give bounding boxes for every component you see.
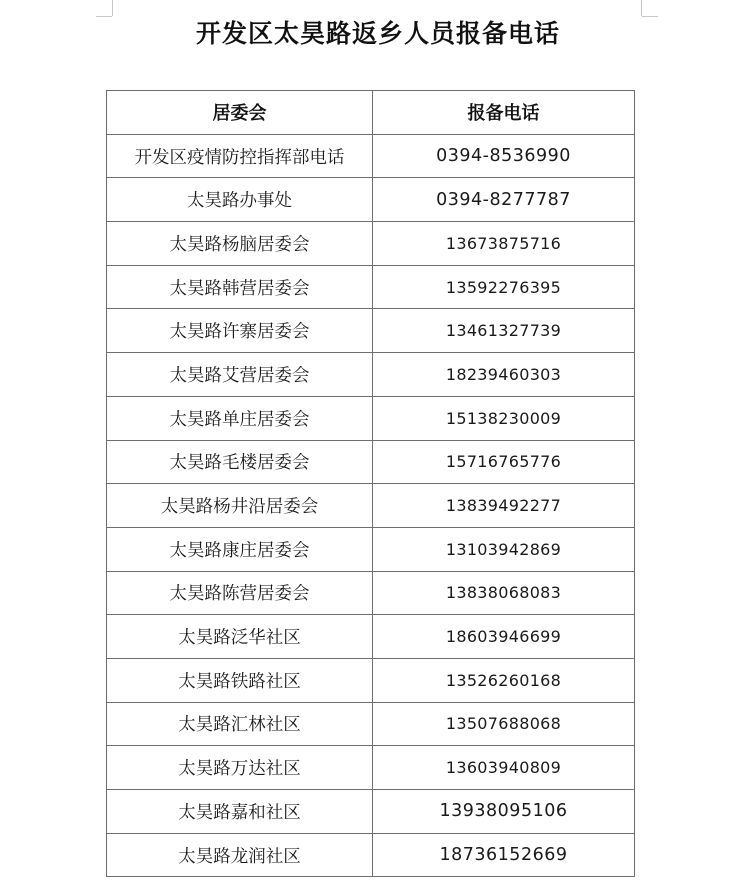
table-row [107,265,635,309]
phone-number-cell: 13526260168 [373,658,635,702]
phone-number-cell: 13938095106 [373,790,635,834]
table-row [107,484,635,528]
unit-name-cell: 太昊路毛楼居委会 [107,440,373,484]
phone-number-cell: 15138230009 [373,396,635,440]
table-row [107,309,635,353]
table-row [107,833,635,877]
phone-number-cell: 18736152669 [373,833,635,877]
phone-number-cell: 13603940809 [373,746,635,790]
table-row [107,178,635,222]
document-title: 开发区太昊路返乡人员报备电话 [195,19,560,48]
phone-number-cell: 13592276395 [373,265,635,309]
table-row [107,658,635,702]
phone-number-cell: 0394-8277787 [373,178,635,222]
unit-name-cell: 太昊路韩营居委会 [107,265,373,309]
unit-name-cell: 太昊路康庄居委会 [107,527,373,571]
unit-name-cell: 太昊路万达社区 [107,746,373,790]
unit-name-cell: 太昊路办事处 [107,178,373,222]
unit-name-cell: 太昊路艾营居委会 [107,353,373,397]
phone-number-cell: 13103942869 [373,527,635,571]
phone-number-cell: 13507688068 [373,702,635,746]
unit-name-cell: 太昊路单庄居委会 [107,396,373,440]
unit-name-cell: 太昊路杨井沿居委会 [107,484,373,528]
unit-name-cell: 开发区疫情防控指挥部电话 [107,134,373,178]
table-row [107,702,635,746]
table-row [107,571,635,615]
unit-name-cell: 太昊路嘉和社区 [107,790,373,834]
table-row [107,440,635,484]
table-row [107,790,635,834]
phone-number-cell: 0394-8536990 [373,134,635,178]
unit-name-cell: 太昊路陈营居委会 [107,571,373,615]
table-row [107,353,635,397]
unit-name-cell: 太昊路龙润社区 [107,833,373,877]
header-report-phone: 报备电话 [373,91,635,135]
header-residents-committee: 居委会 [107,91,373,135]
table-row [107,527,635,571]
phone-number-cell: 13839492277 [373,484,635,528]
table-row [107,615,635,659]
table-body [107,134,635,877]
phone-number-cell: 18603946699 [373,615,635,659]
phone-number-cell: 18239460303 [373,353,635,397]
unit-name-cell: 太昊路铁路社区 [107,658,373,702]
table-header-row [107,91,635,135]
phone-number-cell: 13838068083 [373,571,635,615]
unit-name-cell: 太昊路许寨居委会 [107,309,373,353]
unit-name-cell: 太昊路泛华社区 [107,615,373,659]
phone-number-cell: 13461327739 [373,309,635,353]
contact-table [106,90,635,877]
unit-name-cell: 太昊路汇林社区 [107,702,373,746]
table-row [107,222,635,266]
phone-number-cell: 13673875716 [373,222,635,266]
table-row [107,746,635,790]
table-row [107,134,635,178]
table-row [107,396,635,440]
phone-number-cell: 15716765776 [373,440,635,484]
unit-name-cell: 太昊路杨脑居委会 [107,222,373,266]
